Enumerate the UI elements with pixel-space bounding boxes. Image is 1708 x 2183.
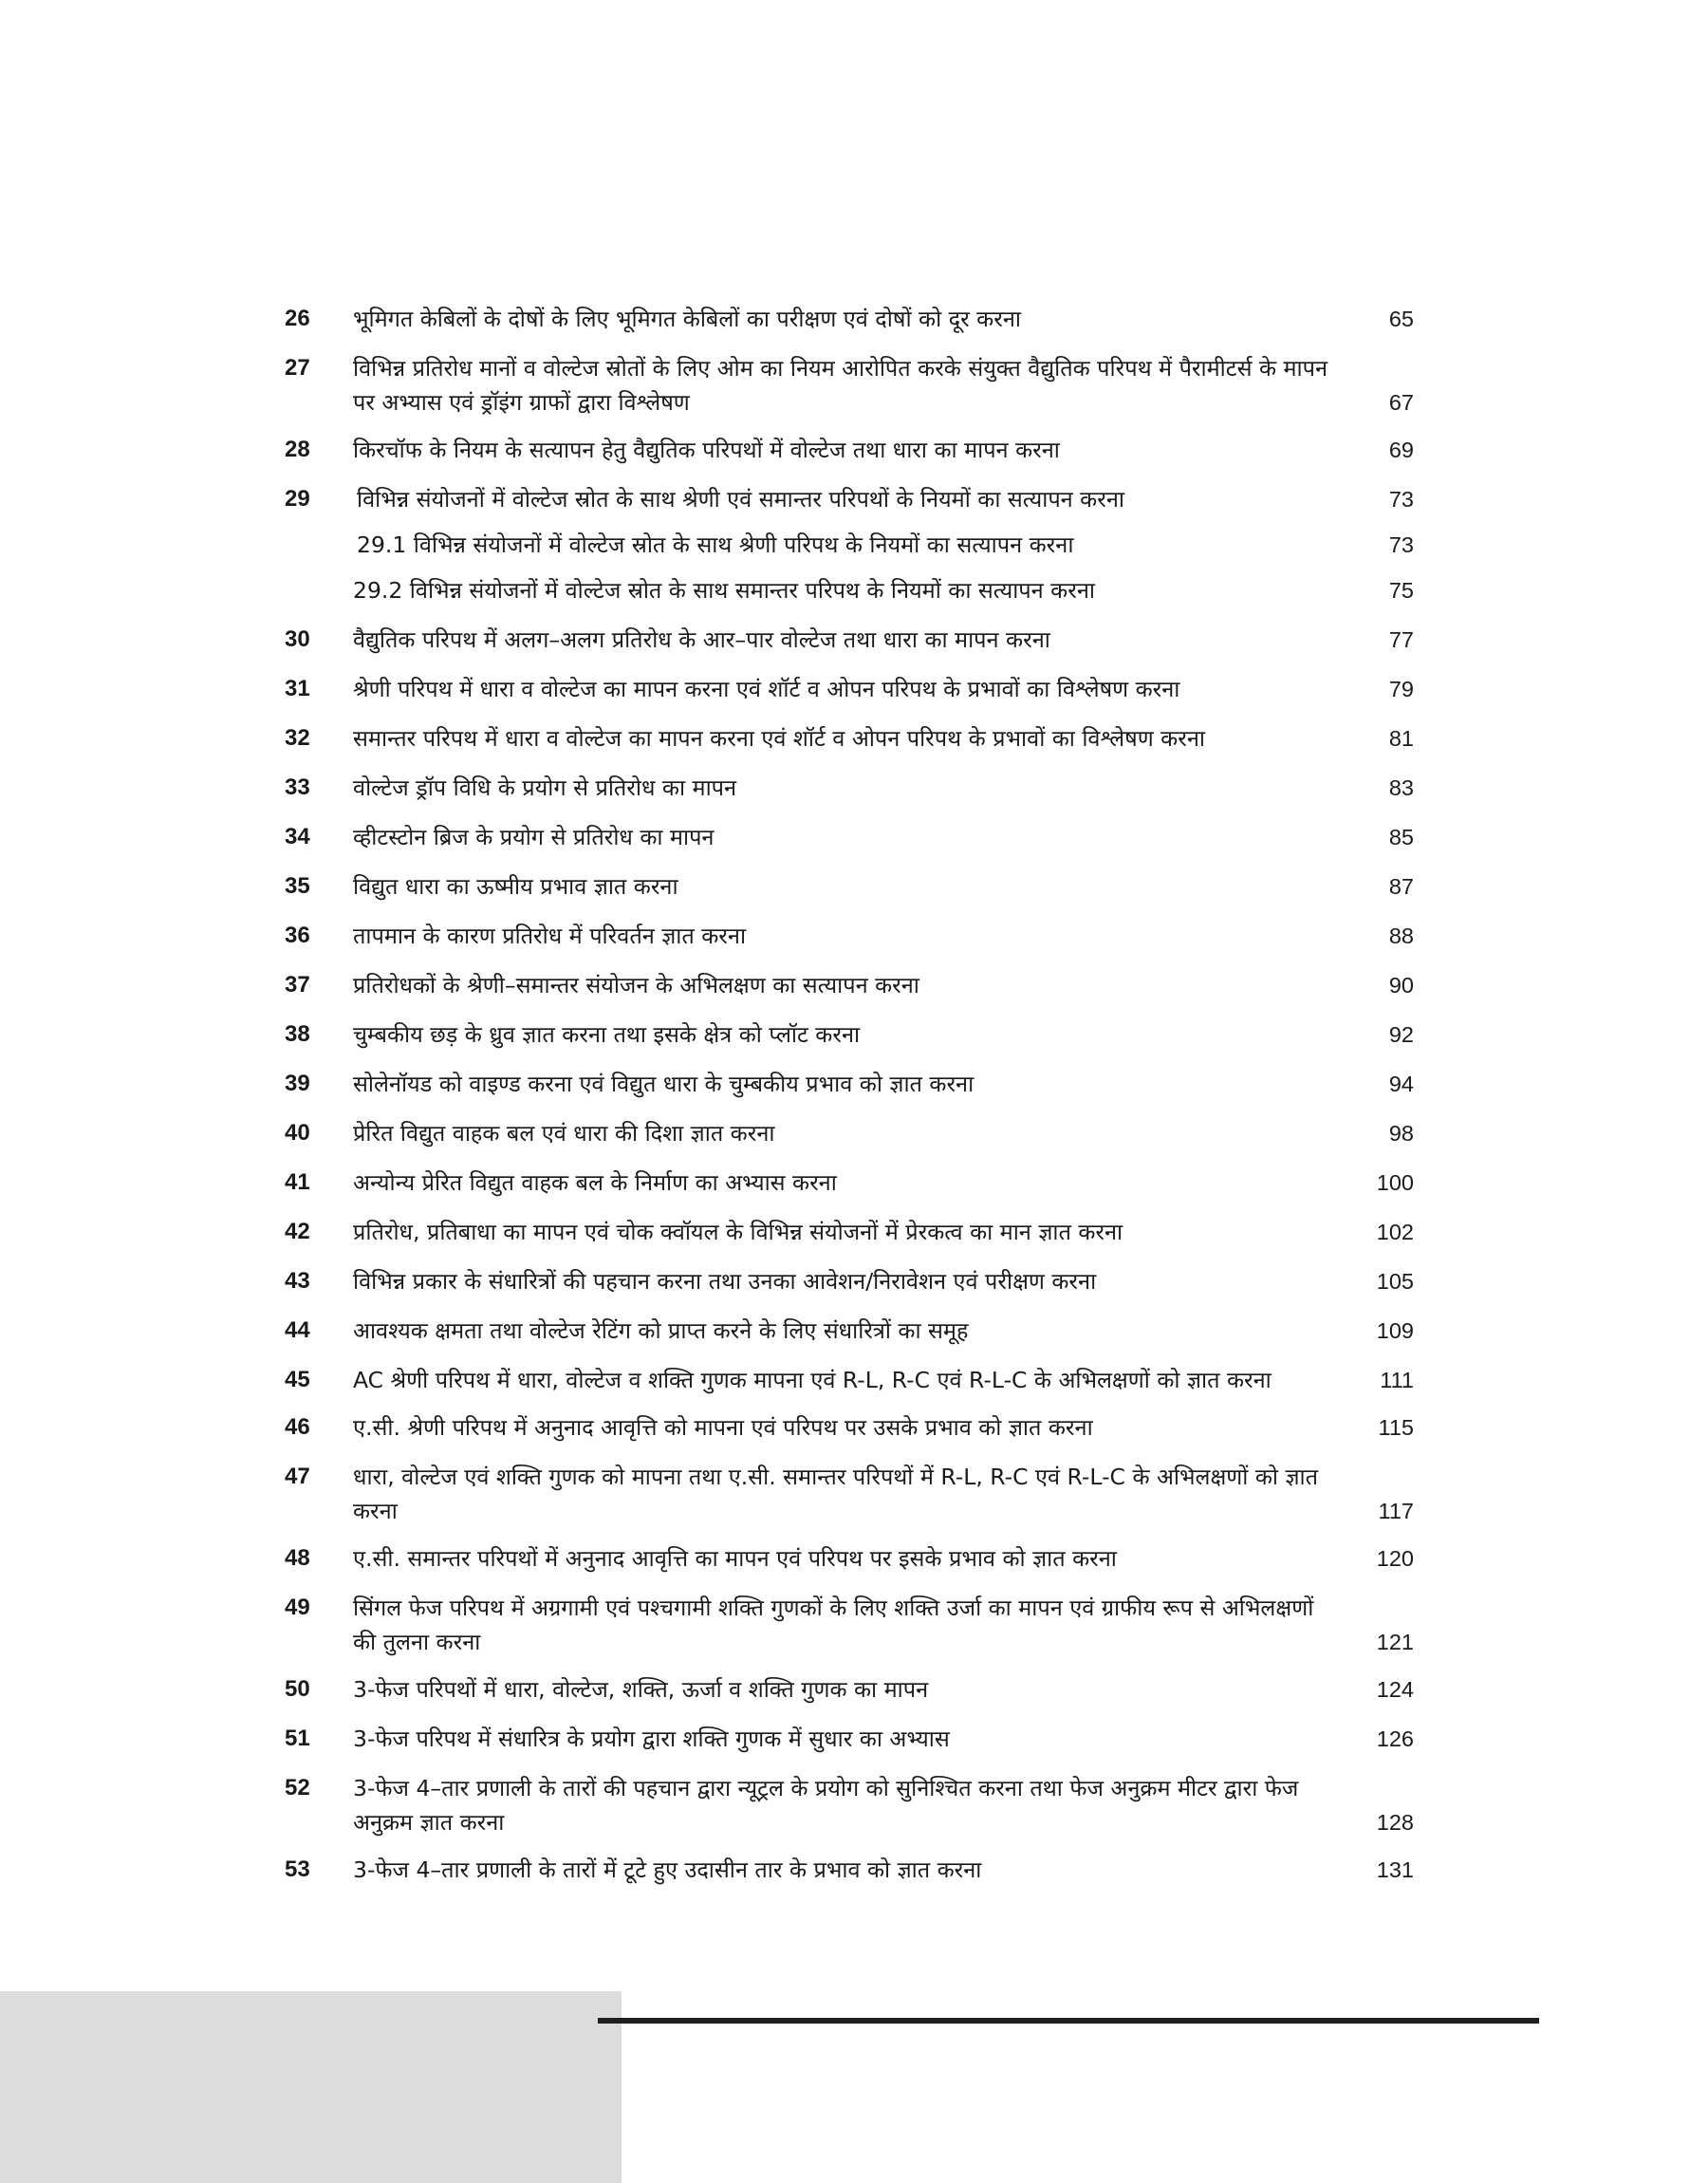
toc-entry[interactable] (285, 482, 1414, 516)
entry-number: 53 (285, 1856, 310, 1882)
page-number: 73 (1388, 487, 1414, 512)
entry-title: विभिन्न प्रतिरोध मानों व वोल्टेज स्रोतों के लिए ओम का नियम आरोपित करके संयुक्त वैद्युतिक परिपथ में पैरामीटर्स के मापन पर अभ्यास एवं ड्रॉइंग ग्राफों द्वारा विश्लेषण (353, 355, 1328, 416)
entry-number: 36 (285, 923, 310, 948)
toc-entry[interactable] (285, 1166, 1414, 1200)
footer-divider (598, 2018, 1539, 2024)
entry-title: श्रेणी परिपथ में धारा व वोल्टेज का मापन करना एवं शॉर्ट व ओपन परिपथ के प्रभावों का विश्लेषण करना (353, 676, 1180, 702)
entry-number: 37 (285, 972, 310, 998)
toc-entry[interactable] (285, 869, 1414, 904)
entry-title: तापमान के कारण प्रतिरोध में परिवर्तन ज्ञात करना (353, 923, 747, 949)
entry-title: प्रतिरोधकों के श्रेणी–समान्तर संयोजन के अभिलक्षण का सत्यापन करना (353, 972, 919, 998)
toc-entry[interactable] (285, 1672, 1414, 1707)
page-number: 73 (1388, 532, 1414, 557)
entry-number: 44 (285, 1317, 310, 1343)
page-number: 92 (1388, 1022, 1414, 1047)
toc-entry[interactable] (285, 1541, 1414, 1576)
toc-entry[interactable] (285, 968, 1414, 1002)
toc-entry[interactable] (285, 1264, 1414, 1298)
footer-gray-block (0, 1991, 622, 2183)
page-number: 83 (1388, 775, 1414, 800)
entry-title: AC श्रेणी परिपथ में धारा, वोल्टेज व शक्ति गुणक मापना एवं R-L, R-C एवं R-L-C के अभिलक्षणों को ज्ञात करना (353, 1367, 1272, 1393)
page-number: 128 (1376, 1810, 1414, 1835)
toc-entry[interactable] (285, 1591, 1414, 1659)
page-number: 90 (1388, 973, 1414, 998)
entry-number: 31 (285, 676, 310, 701)
entry-title: व्हीटस्टोन ब्रिज के प्रयोग से प्रतिरोध का मापन (353, 824, 715, 850)
toc-entry[interactable] (285, 771, 1414, 805)
entry-title: 3-फेज परिपथ में संधारित्र के प्रयोग द्वारा शक्ति गुणक में सुधार का अभ्यास (353, 1726, 950, 1752)
entry-number: 40 (285, 1120, 310, 1146)
toc-subentry[interactable] (285, 573, 1414, 607)
entry-title: सोलेनॉयड को वाइण्ड करना एवं विद्युत धारा के चुम्बकीय प्रभाव को ज्ञात करना (353, 1071, 975, 1097)
toc-entry[interactable] (285, 721, 1414, 756)
entry-number: 35 (285, 873, 310, 899)
page-number: 98 (1388, 1121, 1414, 1146)
entry-number: 34 (285, 824, 310, 849)
toc-entry[interactable] (285, 351, 1414, 420)
entry-title: वैद्युतिक परिपथ में अलग–अलग प्रतिरोध के आर–पार वोल्टेज तथा धारा का मापन करना (353, 626, 1050, 653)
toc-entry[interactable] (285, 919, 1414, 953)
entry-number: 47 (285, 1464, 310, 1489)
page-number: 117 (1378, 1499, 1414, 1523)
toc-entry[interactable] (285, 820, 1414, 854)
entry-number: 27 (285, 355, 310, 381)
entry-number (285, 573, 353, 577)
entry-title: किरचॉफ के नियम के सत्यापन हेतु वैद्युतिक परिपथों में वोल्टेज तथा धारा का मापन करना (353, 437, 1060, 463)
page-number: 88 (1388, 924, 1414, 948)
entry-number: 45 (285, 1367, 310, 1392)
toc-entry[interactable] (285, 1314, 1414, 1348)
toc-entry[interactable] (285, 1853, 1414, 1887)
entry-title: ए.सी. श्रेणी परिपथ में अनुनाद आवृत्ति को मापना एवं परिपथ पर उसके प्रभाव को ज्ञात करना (353, 1414, 1093, 1441)
entry-number: 26 (285, 306, 310, 331)
entry-title: सिंगल फेज परिपथ में अग्रगामी एवं पश्चगामी शक्ति गुणकों के लिए शक्ति उर्जा का मापन एवं ग्राफीय रूप से अभिलक्षणों की तुलना करना (353, 1595, 1314, 1655)
entry-title: 3-फेज 4–तार प्रणाली के तारों की पहचान द्वारा न्यूट्रल के प्रयोग को सुनिश्चित करना तथा फेज अनुक्रम मीटर द्वारा फेज अनुक्रम ज्ञात करना (353, 1775, 1299, 1836)
entry-title: 3-फेज परिपथों में धारा, वोल्टेज, शक्ति, ऊर्जा व शक्ति गुणक का मापन (353, 1676, 929, 1703)
toc-entry[interactable] (285, 1017, 1414, 1052)
page-number: 115 (1378, 1415, 1414, 1440)
entry-title: विभिन्न संयोजनों में वोल्टेज स्रोत के साथ श्रेणी एवं समान्तर परिपथों के नियमों का सत्यापन करना (357, 486, 1124, 513)
page-number: 75 (1388, 578, 1414, 603)
entry-number: 52 (285, 1775, 310, 1801)
entry-number: 30 (285, 626, 310, 652)
page-number: 105 (1376, 1269, 1414, 1294)
toc-entry[interactable] (285, 1067, 1414, 1101)
toc-entry[interactable] (285, 623, 1414, 657)
entry-title: भूमिगत केबिलों के दोषों के लिए भूमिगत केबिलों का परीक्षण एवं दोषों को दूर करना (353, 306, 1021, 332)
entry-title: समान्तर परिपथ में धारा व वोल्टेज का मापन करना एवं शॉर्ट व ओपन परिपथ के प्रभावों का विश्लेषण करना (353, 725, 1205, 752)
page-number: 79 (1388, 677, 1414, 701)
page-number: 102 (1376, 1220, 1414, 1244)
page-number: 65 (1388, 307, 1414, 331)
entry-title: विभिन्न प्रकार के संधारित्रों की पहचान करना तथा उनका आवेशन/निरावेशन एवं परीक्षण करना (353, 1268, 1097, 1295)
page-number: 126 (1376, 1726, 1414, 1751)
toc-entry[interactable] (285, 1410, 1414, 1445)
page-number: 124 (1376, 1677, 1414, 1702)
entry-title: 3-फेज 4–तार प्रणाली के तारों में टूटे हुए उदासीन तार के प्रभाव को ज्ञात करना (353, 1856, 982, 1883)
entry-number (285, 528, 353, 532)
page-number: 109 (1376, 1318, 1414, 1343)
page-number: 131 (1376, 1857, 1414, 1882)
entry-number: 41 (285, 1169, 310, 1195)
toc-entry[interactable] (285, 1215, 1414, 1249)
toc-entry[interactable] (285, 1363, 1414, 1397)
entry-number: 39 (285, 1071, 310, 1096)
entry-number: 38 (285, 1021, 310, 1047)
entry-number: 49 (285, 1595, 310, 1620)
toc-entry[interactable] (285, 1722, 1414, 1756)
page-number: 81 (1388, 726, 1414, 751)
entry-number: 33 (285, 774, 310, 800)
page-number: 67 (1388, 390, 1414, 415)
entry-title: विद्युत धारा का ऊष्मीय प्रभाव ज्ञात करना (353, 873, 678, 900)
entry-number: 43 (285, 1268, 310, 1294)
entry-title: अन्योन्य प्रेरित विद्युत वाहक बल के निर्माण का अभ्यास करना (353, 1169, 837, 1196)
toc-entry[interactable] (285, 672, 1414, 706)
entry-number: 28 (285, 437, 310, 462)
toc-entry[interactable] (285, 433, 1414, 467)
toc-entry[interactable] (285, 1116, 1414, 1150)
toc-entry[interactable] (285, 1771, 1414, 1839)
entry-title: चुम्बकीय छड़ के ध्रुव ज्ञात करना तथा इसके क्षेत्र को प्लॉट करना (353, 1021, 861, 1048)
entry-number: 50 (285, 1676, 310, 1702)
page-number: 100 (1376, 1170, 1414, 1195)
entry-title: वोल्टेज ड्रॉप विधि के प्रयोग से प्रतिरोध का मापन (353, 774, 737, 801)
toc-entry[interactable] (285, 302, 1414, 336)
page-number: 69 (1388, 438, 1414, 462)
table-of-contents (285, 302, 1414, 1902)
entry-title: 29.1 विभिन्न संयोजनों में वोल्टेज स्रोत के साथ श्रेणी परिपथ के नियमों का सत्यापन करना (357, 532, 1074, 558)
page-number: 120 (1376, 1546, 1414, 1571)
toc-subentry[interactable] (285, 528, 1414, 562)
entry-number: 48 (285, 1545, 310, 1571)
entry-title: धारा, वोल्टेज एवं शक्ति गुणक को मापना तथा ए.सी. समान्तर परिपथों में R-L, R-C एवं R-L-C के अभिलक्षणों को ज्ञात करना (353, 1464, 1318, 1524)
page-number: 94 (1388, 1072, 1414, 1096)
toc-entry[interactable] (285, 1460, 1414, 1528)
entry-title: प्रेरित विद्युत वाहक बल एवं धारा की दिशा ज्ञात करना (353, 1120, 775, 1147)
page-number: 85 (1388, 825, 1414, 849)
entry-title: प्रतिरोध, प्रतिबाधा का मापन एवं चोक क्वॉयल के विभिन्न संयोजनों में प्रेरकत्व का मान ज्ञात करना (353, 1219, 1123, 1245)
entry-title: ए.सी. समान्तर परिपथों में अनुनाद आवृत्ति का मापन एवं परिपथ पर इसके प्रभाव को ज्ञात करना (353, 1545, 1117, 1572)
entry-title: 29.2 विभिन्न संयोजनों में वोल्टेज स्रोत के साथ समान्तर परिपथ के नियमों का सत्यापन करना (353, 577, 1095, 604)
entry-number: 32 (285, 725, 310, 751)
page-number: 77 (1388, 627, 1414, 652)
entry-number: 29 (285, 486, 310, 512)
entry-number: 46 (285, 1414, 310, 1440)
page-number: 121 (1376, 1630, 1414, 1654)
page-number: 111 (1380, 1368, 1414, 1392)
page-number: 87 (1388, 874, 1414, 899)
entry-title: आवश्यक क्षमता तथा वोल्टेज रेटिंग को प्राप्त करने के लिए संधारित्रों का समूह (353, 1317, 969, 1344)
entry-number: 51 (285, 1726, 310, 1751)
entry-number: 42 (285, 1219, 310, 1244)
